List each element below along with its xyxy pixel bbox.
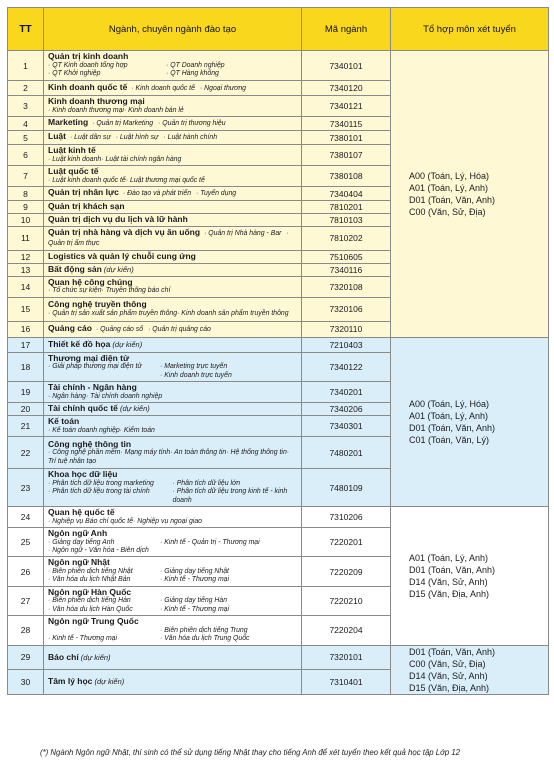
major-code: 7220201 xyxy=(302,528,391,557)
sub-major: · Quản trị Marketing xyxy=(92,120,154,128)
major-code: 7810103 xyxy=(302,214,391,227)
sub-major: · Quản trị ẩm thực xyxy=(48,230,289,248)
major-name: Luật xyxy=(48,131,66,142)
sub-major: · Tài chính doanh nghiệp xyxy=(85,392,163,400)
combo-item: C01 (Toán, Văn, Lý) xyxy=(409,434,490,445)
sub-major: · Ngân hàng xyxy=(48,392,86,400)
combo-item: D14 (Văn, Sử, Anh) xyxy=(409,576,488,587)
table-row xyxy=(8,645,549,670)
major-cell xyxy=(44,557,302,586)
major-code: 7810202 xyxy=(302,227,391,251)
major-cell xyxy=(44,51,302,81)
major-code: 7340201 xyxy=(302,382,391,403)
sub-major: · Tổ chức sự kiện xyxy=(48,287,102,295)
sub-majors xyxy=(48,568,297,585)
combo-item: D15 (Văn, Địa, Anh) xyxy=(409,682,490,693)
sub-major: · Văn hóa du lịch Trung Quốc xyxy=(160,635,250,643)
sub-major: · Phân tích dữ liệu trong kinh tế - kinh doanh xyxy=(172,488,288,504)
sub-major: · Tuyển dụng xyxy=(196,190,237,198)
sub-major: · Mạng máy tính xyxy=(120,449,171,457)
table-row xyxy=(8,507,549,528)
combo-cell xyxy=(391,337,549,506)
major-name: Bất động sản xyxy=(48,264,102,275)
sub-major: · An toàn thông tin xyxy=(170,449,227,457)
header-code: Mã ngành xyxy=(302,8,391,51)
sub-major: · Kinh doanh thương mại xyxy=(48,106,124,114)
major-name: Báo chí xyxy=(48,651,79,662)
sub-major: · Truyền thông báo chí xyxy=(101,287,171,295)
sub-major: · Giảng dạy tiếng Nhật xyxy=(160,568,229,576)
combo-item: C00 (Văn, Sử, Địa) xyxy=(409,658,486,669)
major-name: Quảng cáo xyxy=(48,323,92,334)
sub-major: · Văn hóa du lịch Nhật Bản xyxy=(48,576,131,584)
sub-major: · Kế toán doanh nghiệp xyxy=(48,426,120,434)
major-name: Quản trị nhân lực xyxy=(48,187,119,198)
sub-major: · Luật kinh doanh xyxy=(48,155,102,163)
table-body xyxy=(8,51,549,695)
row-number: 29 xyxy=(8,645,44,670)
major-cell xyxy=(44,337,302,352)
major-cell xyxy=(44,670,302,695)
row-number: 5 xyxy=(8,131,44,145)
major-code: 7320106 xyxy=(302,297,391,321)
sub-majors xyxy=(48,480,297,505)
major-name: Kế toán xyxy=(48,416,80,427)
sub-major: · Biên phiên dịch tiếng Nhật xyxy=(48,568,133,576)
sub-majors xyxy=(48,310,297,318)
sub-major: · QT Hàng không xyxy=(166,70,219,78)
sub-major: · Hệ thống thông tin xyxy=(226,449,287,457)
major-code: 7340121 xyxy=(302,96,391,117)
major-name: Luật kinh tế xyxy=(48,145,96,155)
sub-major: · Quản trị thương hiệu xyxy=(158,120,226,128)
row-number: 4 xyxy=(8,117,44,131)
major-name: Tài chính quốc tế xyxy=(48,403,118,414)
combo-item: D01 (Toán, Văn, Anh) xyxy=(409,194,496,205)
header-combo: Tổ hợp môn xét tuyển xyxy=(391,8,549,51)
sub-major: · Văn hóa du lịch Hàn Quốc xyxy=(48,605,133,613)
major-code: 7320108 xyxy=(302,276,391,297)
sub-major: · Đào tạo và phát triển xyxy=(122,190,192,198)
planned-note: (dự kiến) xyxy=(110,340,143,350)
sub-majors xyxy=(48,597,297,614)
major-code: 7340301 xyxy=(302,416,391,437)
major-name: Kinh doanh thương mại xyxy=(48,96,145,106)
major-code: 7340101 xyxy=(302,51,391,81)
major-code: 7320101 xyxy=(302,645,391,670)
major-name: Quản trị khách sạn xyxy=(48,201,125,212)
combo-item: A00 (Toán, Lý, Hóa) xyxy=(409,398,490,409)
row-number: 1 xyxy=(8,51,44,81)
major-cell xyxy=(44,187,302,201)
row-number: 9 xyxy=(8,201,44,214)
row-number: 19 xyxy=(8,382,44,403)
row-number: 24 xyxy=(8,507,44,528)
combo-item: D01 (Toán, Văn, Anh) xyxy=(409,422,496,433)
combo-item: D14 (Văn, Sử, Anh) xyxy=(409,670,488,681)
major-code: 7340115 xyxy=(302,117,391,131)
sub-majors xyxy=(48,393,297,401)
major-name: Tài chính - Ngân hàng xyxy=(48,382,137,393)
row-number: 6 xyxy=(8,145,44,166)
sub-major: · Kinh tế - Thương mại xyxy=(160,576,230,584)
sub-major: · Biên phiên dịch tiếng Hàn xyxy=(48,597,131,605)
row-number: 14 xyxy=(8,276,44,297)
sub-major: · Kinh doanh quốc tế xyxy=(131,84,195,92)
sub-major: · Luật kinh doanh quốc tế xyxy=(48,176,126,184)
spacer xyxy=(48,372,160,380)
major-cell xyxy=(44,528,302,557)
major-code: 7380108 xyxy=(302,166,391,187)
major-code: 7340404 xyxy=(302,187,391,201)
major-name: Quan hệ công chúng xyxy=(48,276,133,287)
combo-cell xyxy=(391,507,549,646)
major-code: 7340120 xyxy=(302,81,391,96)
header-tt: TT xyxy=(8,8,44,51)
sub-major: · Kinh tế - Thương mại xyxy=(160,605,230,613)
major-name: Ngôn ngữ Nhật xyxy=(48,557,110,568)
major-cell xyxy=(44,352,302,381)
sub-major: · Nghiệp vụ Báo chí quốc tế xyxy=(48,517,134,525)
footnote: (*) Ngành Ngôn ngữ Nhật, thí sinh có thể sử dụng tiếng Nhật thay cho tiếng Anh để xét tuyển theo kết quả học tập Lớp 12 xyxy=(40,748,461,757)
major-cell xyxy=(44,645,302,670)
major-name: Logistics và quản lý chuỗi cung ứng xyxy=(48,251,196,262)
row-number: 22 xyxy=(8,437,44,469)
major-cell xyxy=(44,403,302,416)
row-number: 8 xyxy=(8,187,44,201)
major-code: 7340116 xyxy=(302,263,391,276)
sub-major: · Phân tích dữ liệu trong marketing xyxy=(48,479,154,487)
header-major: Ngành, chuyên ngành đào tạo xyxy=(44,8,302,51)
table-row xyxy=(8,51,549,81)
sub-major: · Kinh tế - Thương mại xyxy=(48,635,118,643)
major-cell xyxy=(44,321,302,337)
major-name: Quản trị dịch vụ du lịch và lữ hành xyxy=(48,214,188,225)
table-row xyxy=(8,337,549,352)
major-code: 7340122 xyxy=(302,352,391,381)
combo-cell xyxy=(391,645,549,694)
sub-majors xyxy=(96,326,216,333)
sub-major: · Luật dân sự xyxy=(69,134,111,142)
combo-item: D15 (Văn, Địa, Anh) xyxy=(409,588,490,599)
row-number: 23 xyxy=(8,469,44,507)
major-name: Ngôn ngữ Hàn Quốc xyxy=(48,586,132,597)
major-cell xyxy=(44,437,302,469)
sub-major: · Trí tuệ nhân tạo xyxy=(48,449,290,465)
sub-major: · Giảng dạy tiếng Anh xyxy=(48,538,115,546)
major-code: 7220204 xyxy=(302,616,391,645)
planned-note: (dự kiến) xyxy=(78,652,111,662)
sub-majors xyxy=(131,85,251,92)
major-cell xyxy=(44,166,302,187)
major-code: 7310401 xyxy=(302,670,391,695)
sub-majors xyxy=(48,627,297,644)
major-cell xyxy=(44,227,302,251)
row-number: 28 xyxy=(8,616,44,645)
row-number: 2 xyxy=(8,81,44,96)
major-name: Quản trị kinh doanh xyxy=(48,51,129,62)
row-number: 13 xyxy=(8,263,44,276)
sub-majors xyxy=(48,62,297,79)
sub-major: · Kinh tế - Quản trị - Thương mại xyxy=(160,538,260,546)
row-number: 7 xyxy=(8,166,44,187)
major-code: 7510605 xyxy=(302,250,391,263)
majors-table xyxy=(7,7,549,695)
sub-major: · Ngoại thương xyxy=(199,84,246,92)
sub-majors xyxy=(48,287,297,295)
row-number: 12 xyxy=(8,250,44,263)
combo-item: D01 (Toán, Văn, Anh) xyxy=(409,564,496,575)
major-name: Tâm lý học xyxy=(48,676,93,687)
major-code: 7310206 xyxy=(302,507,391,528)
sub-major: · Kinh doanh trực tuyến xyxy=(160,371,232,379)
planned-note: (dự kiến) xyxy=(117,404,150,414)
major-cell xyxy=(44,276,302,297)
major-code: 7340206 xyxy=(302,403,391,416)
sub-major: · Quản trị Nhà hàng - Bar xyxy=(204,230,282,237)
sub-majors xyxy=(48,363,297,380)
sub-major: · Giảng dạy tiếng Hàn xyxy=(160,597,228,605)
sub-major: · QT Kinh doanh tổng hợp xyxy=(48,61,128,69)
major-name: Quản trị nhà hàng và dịch vụ ăn uống xyxy=(48,227,201,237)
row-number: 15 xyxy=(8,297,44,321)
major-code: 7220210 xyxy=(302,586,391,615)
combo-cell xyxy=(391,51,549,338)
sub-major: · Kinh doanh sản phẩm truyền thông xyxy=(177,309,289,317)
row-number: 27 xyxy=(8,586,44,615)
sub-major: · Luật hành chính xyxy=(163,134,218,142)
major-code: 7810201 xyxy=(302,201,391,214)
major-cell xyxy=(44,382,302,403)
combo-item: D01 (Toán, Văn, Anh) xyxy=(409,646,496,657)
major-cell xyxy=(44,586,302,615)
sub-majors xyxy=(123,190,241,197)
major-code: 7380107 xyxy=(302,145,391,166)
major-cell xyxy=(44,297,302,321)
major-name: Luật quốc tế xyxy=(48,166,99,176)
major-name: Ngôn ngữ Trung Quốc xyxy=(48,616,139,627)
sub-major: · Luật thương mại quốc tế xyxy=(125,176,205,184)
planned-note: (dự kiến) xyxy=(92,677,125,687)
major-code: 7480201 xyxy=(302,437,391,469)
sub-majors xyxy=(48,156,297,164)
major-cell xyxy=(44,96,302,117)
major-code: 7380101 xyxy=(302,131,391,145)
sub-majors xyxy=(92,120,230,127)
major-code: 7320110 xyxy=(302,321,391,337)
major-cell xyxy=(44,507,302,528)
major-cell xyxy=(44,214,302,227)
major-name: Ngôn ngữ Anh xyxy=(48,528,108,539)
table-header-row xyxy=(8,8,549,51)
major-cell xyxy=(44,416,302,437)
row-number: 26 xyxy=(8,557,44,586)
major-cell xyxy=(44,469,302,507)
row-number: 11 xyxy=(8,227,44,251)
row-number: 10 xyxy=(8,214,44,227)
major-code: 7210403 xyxy=(302,337,391,352)
major-name: Quan hệ quốc tế xyxy=(48,507,115,518)
sub-major: · Marketing trực tuyến xyxy=(160,363,228,371)
combo-item: A01 (Toán, Lý, Anh) xyxy=(409,182,489,193)
combo-item: A01 (Toán, Lý, Anh) xyxy=(409,552,489,563)
major-cell xyxy=(44,117,302,131)
sub-majors xyxy=(48,518,297,526)
sub-major: · Nghiệp vụ ngoại giao xyxy=(133,517,203,525)
major-code: 7480109 xyxy=(302,469,391,507)
sub-major: · Phân tích dữ liệu lớn xyxy=(172,479,241,487)
major-code: 7220209 xyxy=(302,557,391,586)
major-cell xyxy=(44,201,302,214)
sub-major: · Quản trị sản xuất sản phẩm truyền thông xyxy=(48,309,178,317)
sub-major: · Luật hình sự xyxy=(115,134,159,142)
row-number: 30 xyxy=(8,670,44,695)
sub-major: · Quảng cáo số xyxy=(95,326,144,334)
combo-item: C00 (Văn, Sử, Địa) xyxy=(409,206,486,217)
major-name: Thiết kế đồ họa xyxy=(48,339,111,350)
sub-majors xyxy=(70,134,222,141)
planned-note: (dự kiến) xyxy=(101,265,134,275)
sub-majors xyxy=(48,449,297,466)
major-cell xyxy=(44,616,302,645)
major-name: Kinh doanh quốc tế xyxy=(48,81,128,92)
sub-majors xyxy=(48,539,297,556)
sub-major: · Công nghệ phần mềm xyxy=(48,449,121,457)
sub-major: · Phân tích dữ liệu trong tài chính xyxy=(48,488,150,496)
sub-major: · Kiểm toán xyxy=(119,426,155,434)
sub-major: · Ngôn ngữ - Văn hóa - Biên dịch xyxy=(48,547,149,555)
major-name: Công nghệ truyền thông xyxy=(48,299,147,310)
major-name: Khoa học dữ liệu xyxy=(48,469,118,480)
sub-major: · Luật tài chính ngân hàng xyxy=(101,155,182,163)
major-cell xyxy=(44,250,302,263)
combo-item: A01 (Toán, Lý, Anh) xyxy=(409,410,489,421)
sub-major: · Giải pháp thương mại điện tử xyxy=(48,363,142,371)
row-number: 20 xyxy=(8,403,44,416)
major-cell xyxy=(44,263,302,276)
sub-major: · Quản trị quảng cáo xyxy=(148,326,211,334)
major-cell xyxy=(44,81,302,96)
sub-major: · QT Doanh nghiệp xyxy=(166,61,225,69)
spacer xyxy=(48,627,160,635)
sub-majors xyxy=(48,177,297,185)
row-number: 25 xyxy=(8,528,44,557)
row-number: 21 xyxy=(8,416,44,437)
major-name: Marketing xyxy=(48,117,89,128)
sub-major: · Biên phiên dịch tiếng Trung xyxy=(160,626,248,634)
major-name: Thương mại điện tử xyxy=(48,352,130,363)
row-number: 17 xyxy=(8,337,44,352)
sub-majors xyxy=(48,427,297,435)
sub-majors xyxy=(48,107,297,115)
major-cell xyxy=(44,131,302,145)
combo-item: A00 (Toán, Lý, Hóa) xyxy=(409,170,490,181)
sub-major: · Kinh doanh bán lẻ xyxy=(123,106,184,114)
major-name: Công nghệ thông tin xyxy=(48,438,132,449)
row-number: 3 xyxy=(8,96,44,117)
row-number: 16 xyxy=(8,321,44,337)
sub-major: · QT Khởi nghiệp xyxy=(48,70,101,78)
row-number: 18 xyxy=(8,352,44,381)
major-cell xyxy=(44,145,302,166)
